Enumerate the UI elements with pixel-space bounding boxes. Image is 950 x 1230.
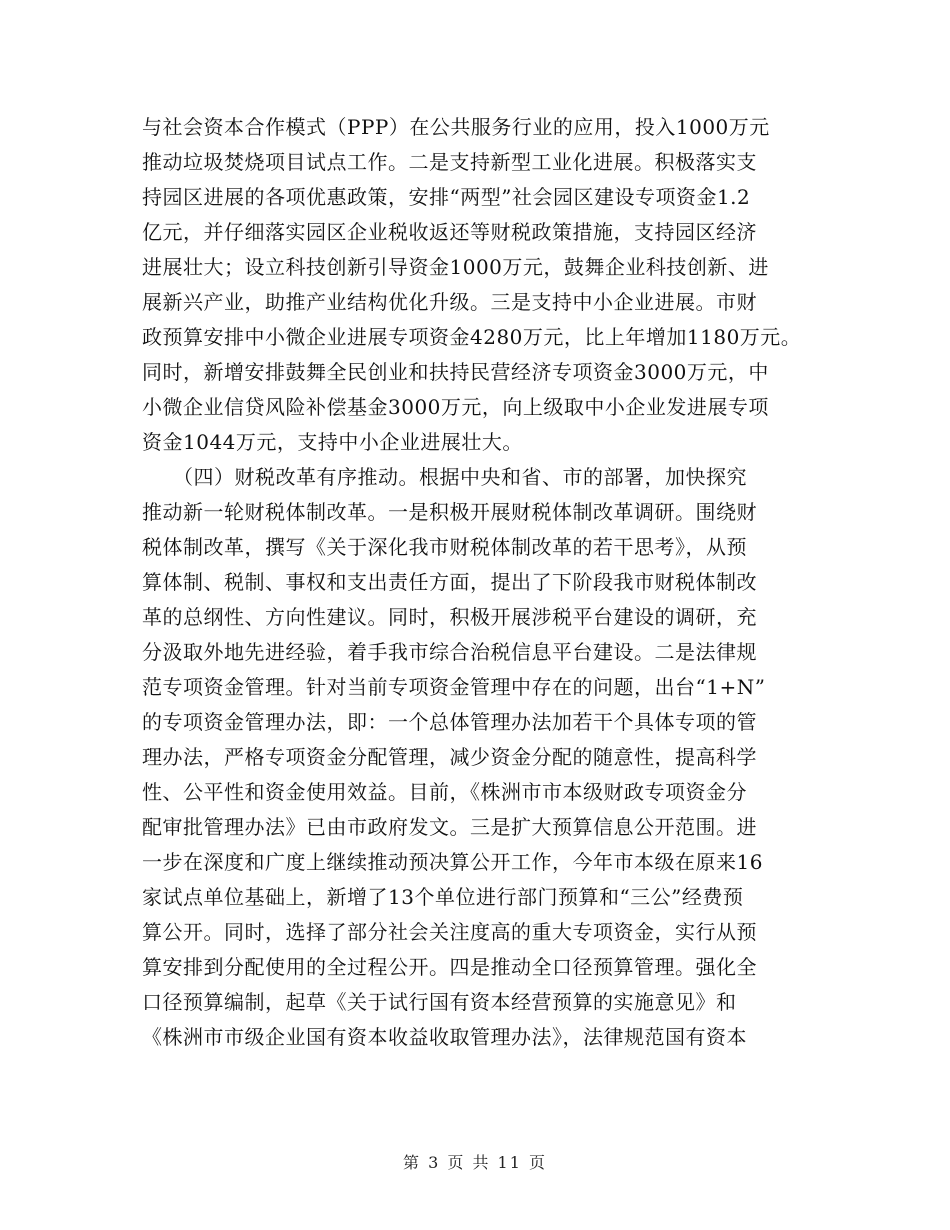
text-line: 配审批管理办法》已由市政府发文。三是扩大预算信息公开范围。进: [142, 815, 757, 839]
text-line: 口径预算编制，起草《关于试行国有资本经营预算的实施意见》和: [142, 990, 737, 1014]
text-line: 进展壮大；设立科技创新引导资金1000万元，鼓舞企业科技创新、进: [142, 255, 769, 279]
text-line: 算公开。同时，选择了部分社会关注度高的重大专项资金，实行从预: [142, 920, 757, 944]
text-line: 革的总纲性、方向性建议。同时，积极开展涉税平台建设的调研，充: [142, 605, 757, 629]
text-line: 算体制、税制、事权和支出责任方面，提出了下阶段我市财税体制改: [142, 570, 757, 594]
text-line: 推动新一轮财税体制改革。一是积极开展财税体制改革调研。围绕财: [142, 500, 757, 524]
text-line: 范专项资金管理。针对当前专项资金管理中存在的问题，出台“1+N”: [142, 675, 766, 699]
text-line: 亿元，并仔细落实园区企业税收返还等财税政策措施，支持园区经济: [142, 220, 757, 244]
body-text: [142, 110, 842, 1055]
text-line: 展新兴产业，助推产业结构优化升级。三是支持中小企业进展。市财: [142, 290, 757, 314]
text-line: 算安排到分配使用的全过程公开。四是推动全口径预算管理。强化全: [142, 955, 757, 979]
text-line: 一步在深度和广度上继续推动预决算公开工作，今年市本级在原来16: [142, 850, 763, 874]
text-line: 小微企业信贷风险补偿基金3000万元，向上级取中小企业发进展专项: [142, 395, 769, 419]
text-line: 持园区进展的各项优惠政策，安排“两型”社会园区建设专项资金1.2: [142, 185, 751, 209]
text-line: 的专项资金管理办法，即：一个总体管理办法加若干个具体专项的管: [142, 710, 757, 734]
text-line: 资金1044万元，支持中小企业进展壮大。: [142, 430, 523, 454]
text-line: 分汲取外地先进经验，着手我市综合治税信息平台建设。二是法律规: [142, 640, 757, 664]
text-line: 税体制改革，撰写《关于深化我市财税体制改革的若干思考》，从预: [142, 535, 747, 559]
text-line: 同时，新增安排鼓舞全民创业和扶持民营经济专项资金3000万元，中: [142, 360, 769, 384]
text-line: 推动垃圾焚烧项目试点工作。二是支持新型工业化进展。积极落实支: [142, 150, 757, 174]
text-line: 家试点单位基础上，新增了13个单位进行部门预算和“三公”经费预: [142, 885, 744, 909]
text-line: 与社会资本合作模式（PPP）在公共服务行业的应用，投入1000万元: [142, 115, 770, 139]
page-number-footer: 第 3 页 共 11 页: [403, 1153, 547, 1172]
text-line: （四）财税改革有序推动。根据中央和省、市的部署，加快探究: [142, 465, 747, 489]
text-line: 《株洲市市级企业国有资本收益收取管理办法》，法律规范国有资本: [142, 1025, 747, 1049]
text-line: 政预算安排中小微企业进展专项资金4280万元，比上年增加1180万元。: [142, 325, 802, 349]
text-line: 性、公平性和资金使用效益。目前，《株洲市市本级财政专项资金分: [142, 780, 747, 804]
text-line: 理办法，严格专项资金分配管理，减少资金分配的随意性，提高科学: [142, 745, 757, 769]
